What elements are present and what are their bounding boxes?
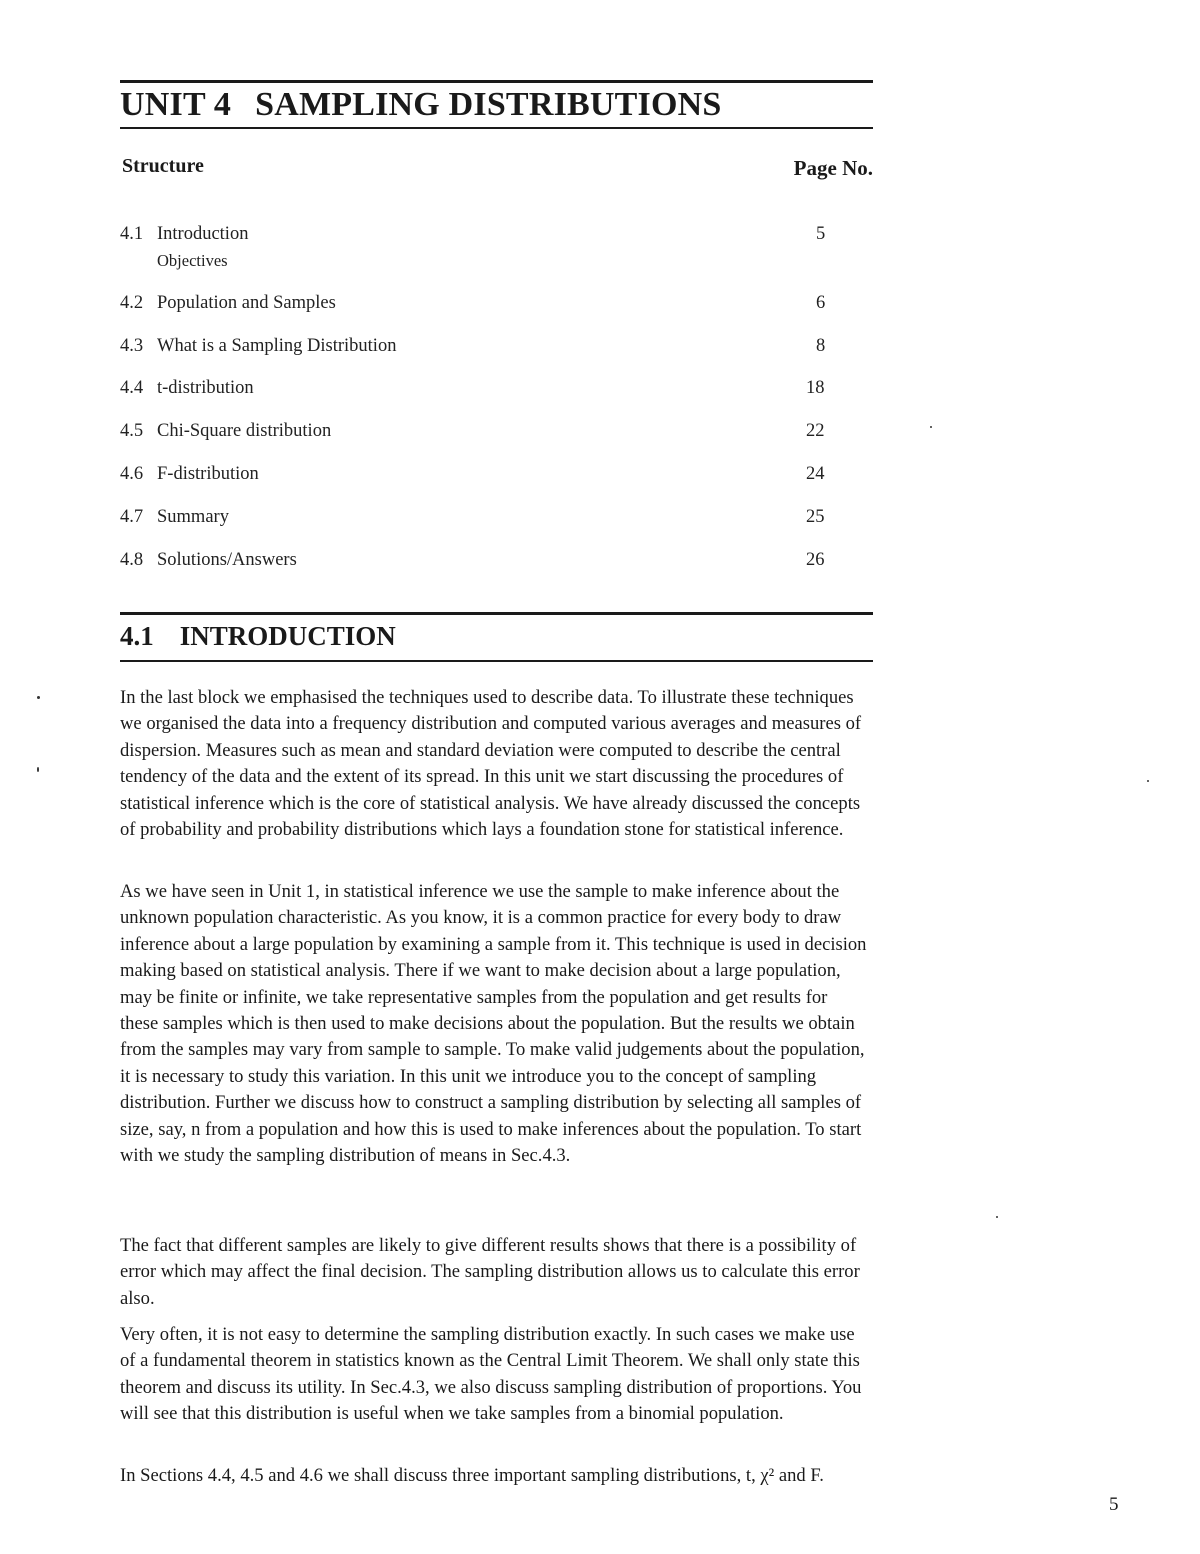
toc-item-page: 24 (806, 464, 825, 484)
toc-item-page: 5 (816, 224, 826, 244)
toc-item-number: 4.6 (120, 464, 144, 484)
section-top-rule (120, 612, 873, 615)
section-bottom-rule (120, 660, 873, 662)
toc-subitem: Objectives (157, 251, 228, 270)
toc-item-title: What is a Sampling Distribution (157, 336, 397, 356)
scan-speck (1147, 780, 1149, 782)
toc-item-page: 22 (806, 421, 825, 441)
section-number: 4.1 (120, 621, 154, 651)
paragraph: In the last block we emphasised the techniques used to describe data. To illustrate these techniques we organised the data into a frequency distribution and computed various averages and measures of dispersion. Measures such as mean and standard deviation were computed to describe the central tendency of the data and the extent of its spread. In this unit we start discussing the procedures of statistical inference which is the core of statistical analysis. We have already discussed the concepts of probability and probability distributions which lays a foundation stone for statistical inference. (120, 687, 862, 841)
toc-item-page: 8 (816, 336, 826, 356)
title-bottom-rule (120, 127, 873, 129)
toc-item[interactable] (120, 293, 840, 314)
scan-speck (37, 696, 40, 699)
toc-item-page: 25 (806, 507, 825, 527)
section-title-text: INTRODUCTION (179, 621, 396, 651)
toc-item-number: 4.7 (120, 507, 144, 527)
structure-heading: Structure (122, 155, 204, 177)
toc-item[interactable] (120, 464, 840, 485)
scan-speck (930, 426, 932, 428)
unit-number: UNIT 4 (120, 86, 232, 123)
toc-item-page: 18 (806, 378, 825, 398)
toc-item[interactable] (120, 378, 840, 399)
toc-item[interactable] (120, 224, 840, 245)
toc-item-title: F-distribution (157, 464, 259, 484)
toc-item-title: Introduction (157, 224, 249, 244)
toc-item-number: 4.5 (120, 421, 144, 441)
toc-item[interactable] (120, 507, 840, 528)
toc-item-title: Chi-Square distribution (157, 421, 332, 441)
page-number: 5 (1109, 1494, 1119, 1515)
toc-item-number: 4.3 (120, 336, 144, 356)
toc-item-number: 4.2 (120, 293, 144, 313)
section-title (120, 621, 396, 652)
toc-item[interactable] (120, 550, 840, 571)
toc-item-number: 4.1 (120, 224, 144, 244)
title-top-rule (120, 80, 873, 83)
paragraph: The fact that different samples are likely to give different results shows that there is a possibility of error which may affect the final decision. The sampling distribution allows us to calculate this error also. (120, 1235, 860, 1309)
toc-item-page: 26 (806, 550, 825, 570)
paragraph: As we have seen in Unit 1, in statistical inference we use the sample to make inference about the unknown population characteristic. As you know, it is a common practice for every body to draw inference about a large population by examining a sample from it. This technique is used in decision making based on statistical analysis. There if we want to make decision about a large population, may be finite or infinite, we take representative samples from the population and get results for these samples which is then used to make decisions about the population. But the results we obtain from the samples may vary from sample to sample. To make valid judgements about the population, it is necessary to study this variation. In this unit we introduce you to the concept of sampling distribution. Further we discuss how to construct a sampling distribution by selecting all samples of size, say, n from a population and how this is used to make inferences about the population. To start with we study the sampling distribution of means in Sec.4.3. (120, 881, 867, 1167)
scan-speck (37, 767, 39, 772)
toc-item-title: Summary (157, 507, 229, 527)
toc-item-number: 4.4 (120, 378, 144, 398)
scan-speck (996, 1216, 998, 1218)
toc-item-title: Solutions/Answers (157, 550, 297, 570)
toc-item-title: Population and Samples (157, 293, 336, 313)
toc-item-title: t-distribution (157, 378, 254, 398)
paragraph: Very often, it is not easy to determine the sampling distribution exactly. In such cases we make use of a fundamental theorem in statistics known as the Central Limit Theorem. We shall only state this theorem and discuss its utility. In Sec.4.3, we also discuss sampling distribution of proportions. You will see that this distribution is useful when we take samples from a binomial population. (120, 1324, 862, 1425)
toc-item-number: 4.8 (120, 550, 144, 570)
toc-item[interactable] (120, 421, 840, 442)
unit-title (120, 86, 721, 124)
paragraph: In Sections 4.4, 4.5 and 4.6 we shall discuss three important sampling distributions, t, χ² and F. (120, 1465, 824, 1486)
unit-title-text: SAMPLING DISTRIBUTIONS (255, 86, 722, 123)
toc-item[interactable] (120, 336, 840, 357)
page-no-heading: Page No. (793, 156, 873, 180)
toc-item-page: 6 (816, 293, 826, 313)
